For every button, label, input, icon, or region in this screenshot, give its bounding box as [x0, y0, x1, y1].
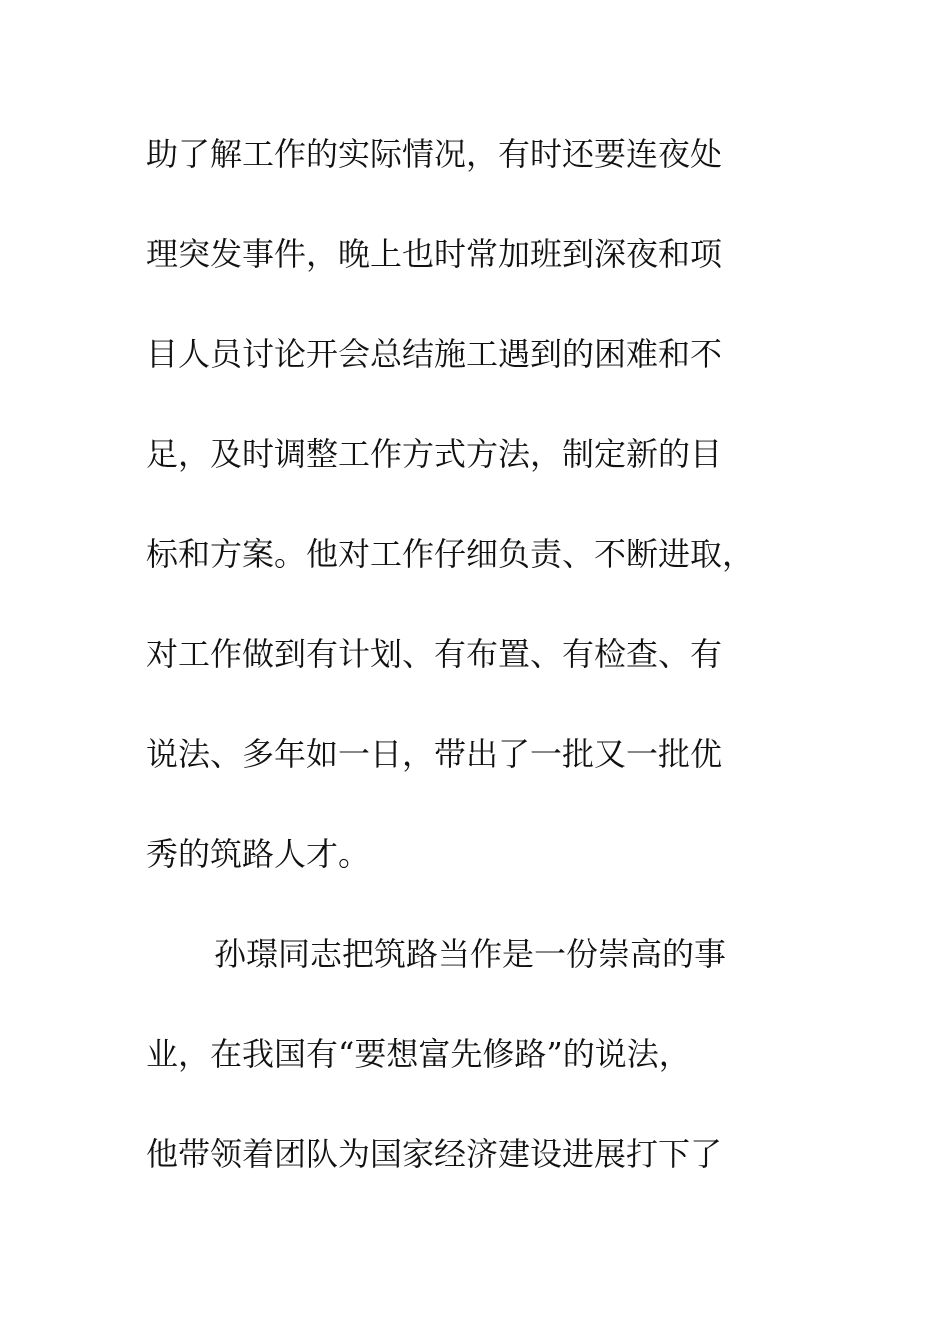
- text-line: 目人员讨论开会总结施工遇到的困难和不: [146, 335, 723, 373]
- text-line: 助了解工作的实际情况，有时还要连夜处: [146, 135, 723, 173]
- text-line: 说法、多年如一日，带出了一批又一批优: [146, 735, 723, 773]
- paragraph-start-line: 孙璟同志把筑路当作是一份崇高的事: [214, 935, 727, 973]
- text-line: 足，及时调整工作方式方法，制定新的目: [146, 435, 723, 473]
- text-line: 他带领着团队为国家经济建设进展打下了: [146, 1135, 723, 1173]
- text-line: 标和方案。他对工作仔细负责、不断进取，: [146, 535, 755, 573]
- document-body: [146, 124, 806, 1224]
- text-line: 秀的筑路人才。: [146, 835, 371, 873]
- text-line: 对工作做到有计划、有布置、有检查、有: [146, 635, 723, 673]
- text-line: 业，在我国有“要想富先修路”的说法，: [146, 1035, 691, 1073]
- text-line: 理突发事件，晚上也时常加班到深夜和项: [146, 235, 723, 273]
